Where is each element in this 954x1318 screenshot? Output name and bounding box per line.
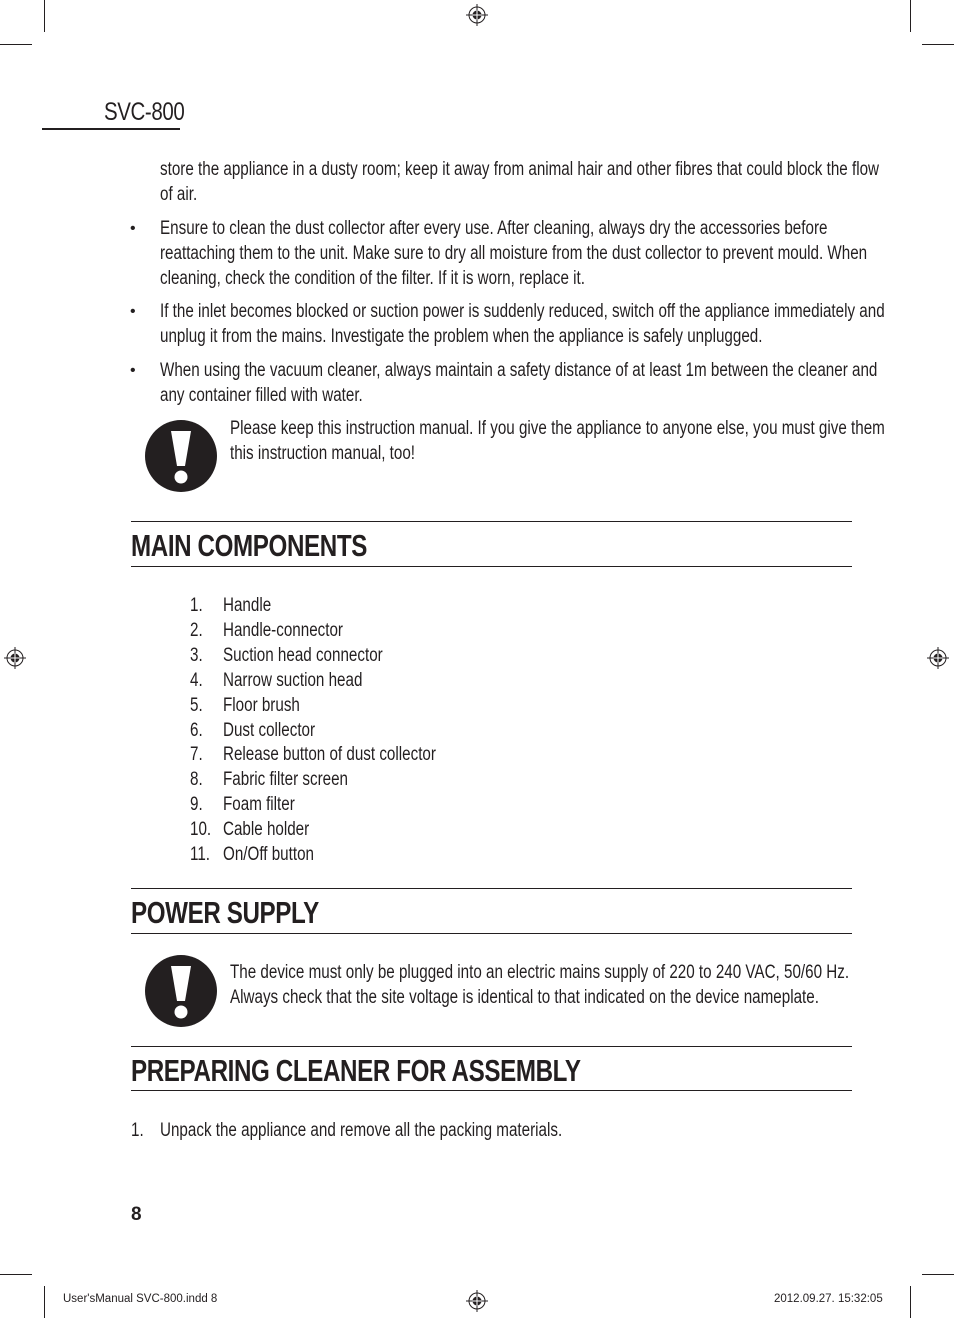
crop-mark	[910, 1286, 911, 1318]
section-rule	[131, 933, 852, 934]
bullet-line: Ensure to clean the dust collector after every use. After cleaning, always dry the accessories before	[160, 218, 828, 239]
page-number: 8	[131, 1204, 142, 1225]
component-label: On/Off button	[223, 844, 314, 865]
section-title-main-components: MAIN COMPONENTS	[131, 528, 367, 563]
component-number: 5.	[190, 695, 203, 716]
model-label: SVC-800	[104, 98, 185, 126]
registration-mark-icon	[4, 647, 26, 669]
component-number: 1.	[190, 595, 203, 616]
notice-line: Always check that the site voltage is identical to that indicated on the device nameplate.	[230, 987, 819, 1008]
step-text: Unpack the appliance and remove all the packing materials.	[160, 1120, 563, 1141]
component-label: Handle	[223, 595, 272, 616]
crop-mark	[922, 44, 954, 45]
component-label: Cable holder	[223, 819, 310, 840]
component-label: Floor brush	[223, 695, 300, 716]
crop-mark	[44, 0, 45, 32]
crop-mark	[922, 1274, 954, 1275]
component-label: Dust collector	[223, 720, 316, 741]
bullet-line: When using the vacuum cleaner, always maintain a safety distance of at least 1m between the cleaner and	[160, 360, 878, 381]
step-number: 1.	[131, 1120, 144, 1141]
component-number: 10.	[190, 819, 212, 840]
registration-mark-icon	[927, 647, 949, 669]
component-number: 9.	[190, 794, 203, 815]
section-title-power-supply: POWER SUPPLY	[131, 895, 319, 930]
component-label: Handle-connector	[223, 620, 343, 641]
component-number: 11.	[190, 844, 211, 865]
bullet-symbol: •	[130, 362, 136, 379]
component-number: 4.	[190, 670, 203, 691]
component-label: Fabric filter screen	[223, 769, 349, 790]
component-number: 7.	[190, 744, 203, 765]
exclamation-icon	[145, 420, 217, 492]
component-label: Foam filter	[223, 794, 295, 815]
component-label: Narrow suction head	[223, 670, 363, 691]
intro-line: store the appliance in a dusty room; keep it away from animal hair and other fibres that could block the flow	[160, 159, 880, 180]
bullet-line: reattaching them to the unit. Make sure to dry all moisture from the dust collector to prevent mould. When	[160, 243, 868, 264]
crop-mark	[0, 44, 32, 45]
footer-timestamp: 2012.09.27. 15:32:05	[774, 1293, 883, 1305]
component-number: 3.	[190, 645, 203, 666]
notice-line: Please keep this instruction manual. If you give the appliance to anyone else, you must give them	[230, 418, 885, 439]
bullet-symbol: •	[130, 220, 136, 237]
bullet-line: any container filled with water.	[160, 385, 363, 406]
section-title-preparing: PREPARING CLEANER FOR ASSEMBLY	[131, 1053, 581, 1088]
component-number: 8.	[190, 769, 203, 790]
component-label: Suction head connector	[223, 645, 383, 666]
component-number: 6.	[190, 720, 203, 741]
notice-line: The device must only be plugged into an electric mains supply of 220 to 240 VAC, 50/60 Hz.	[230, 962, 850, 983]
bullet-line: If the inlet becomes blocked or suction power is suddenly reduced, switch off the appliance immediately and	[160, 301, 885, 322]
exclamation-icon	[145, 955, 217, 1027]
component-number: 2.	[190, 620, 203, 641]
bullet-symbol: •	[130, 303, 136, 320]
section-rule	[131, 1090, 852, 1091]
registration-mark-icon	[466, 4, 488, 26]
footer-file: User'sManual SVC-800.indd 8	[63, 1293, 218, 1305]
header-rule	[42, 128, 180, 130]
section-rule	[131, 521, 852, 522]
bullet-line: cleaning, check the condition of the filter. If it is worn, replace it.	[160, 268, 585, 289]
crop-mark	[0, 1274, 32, 1275]
component-label: Release button of dust collector	[223, 744, 436, 765]
registration-mark-icon	[466, 1290, 488, 1312]
crop-mark	[910, 0, 911, 32]
notice-line: this instruction manual, too!	[230, 443, 416, 464]
bullet-line: unplug it from the mains. Investigate the problem when the appliance is safely unplugged.	[160, 326, 763, 347]
section-rule	[131, 566, 852, 567]
section-rule	[131, 1046, 852, 1047]
crop-mark	[44, 1286, 45, 1318]
section-rule	[131, 888, 852, 889]
intro-line: of air.	[160, 184, 198, 205]
